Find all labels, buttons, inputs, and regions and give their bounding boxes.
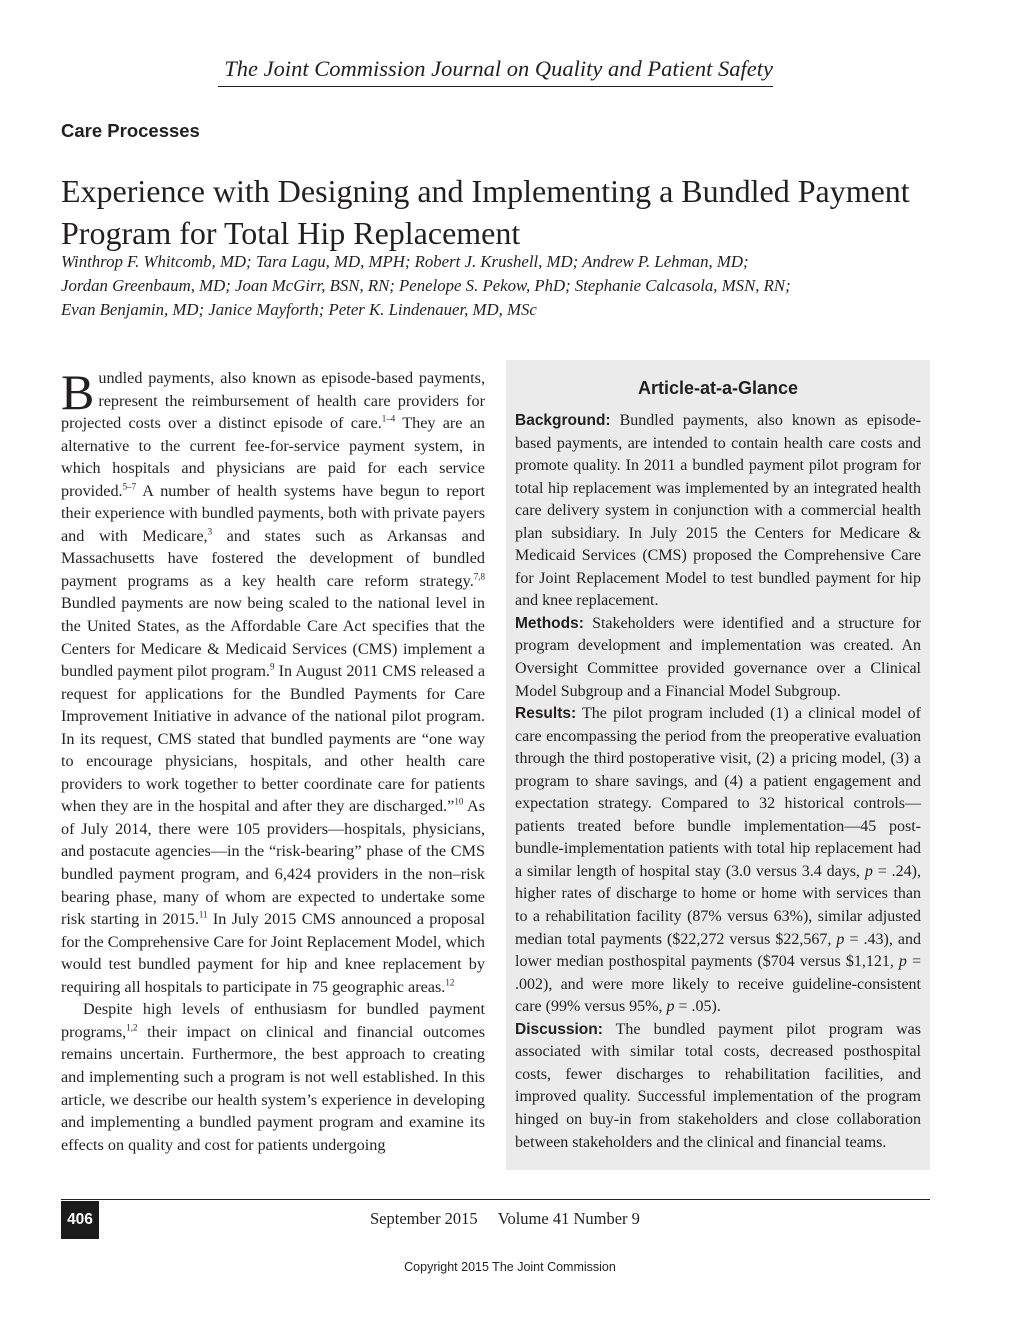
p-value-symbol: p [898, 953, 907, 971]
author-line: Winthrop F. Whitcomb, MD; Tara Lagu, MD, MPH; Robert J. Krushell, MD; Andrew P. Lehman, MD; [61, 252, 749, 271]
body-text: In July 2015 CMS announced a proposal for the Comprehensive Care for Joint Replacement Model, which would test bundled payment for hip and knee replacement by requiring all hospitals to participate in 75 geographic areas. [61, 910, 485, 996]
body-text: They are an alternative to the current fee-for-service payment system, in which hospitals and physicians are paid for each service provided. [61, 414, 485, 500]
body-text: A number of health systems have begun to report their experience with bundled payments, both with private payers and with Medicare, [61, 481, 485, 545]
body-text: undled payments, also known as episode-based payments, represent the reimbursement of health care providers for projected costs over a distinct episode of care. [61, 369, 485, 433]
drop-cap: B [61, 364, 95, 420]
body-text: As of July 2014, there were 105 providers—hospitals, physicians, and postacute agencies—in the “risk-bearing” phase of the CMS bundled payment program, and 6,424 providers in the non–risk bearing phase, many of whom are expected to undertake some risk starting in 2015. [61, 797, 485, 929]
body-paragraph [61, 998, 485, 1156]
results-text: The pilot program included (1) a clinical model of care encompassing the period from the preoperative evaluation through the third postoperative visit, (2) a pricing model, (3) a program to share savings, and (4) a patient engagement and expectation strategy. Compared to 32 historical controls—patients treated before bundle implementation—45 post-bundle-implementation patients with total hip replacement had a similar length of hospital stay (3.0 versus 3.4 days, [515, 705, 921, 880]
citation-ref: 11 [198, 909, 208, 920]
citation-ref: 1,2 [126, 1022, 138, 1033]
author-list [61, 250, 961, 321]
results-text: = .05). [674, 998, 721, 1016]
citation-ref: 1–4 [381, 413, 396, 424]
background-label: Background: [515, 412, 611, 429]
citation-ref: 5–7 [122, 481, 137, 492]
header-rule [218, 86, 773, 87]
issue-info [370, 1208, 640, 1230]
body-paragraph [61, 364, 485, 998]
author-line: Evan Benjamin, MD; Janice Mayforth; Peter K. Lindenauer, MD, MSc [61, 299, 537, 319]
p-value-symbol: p [836, 930, 845, 948]
body-text: Despite high levels of enthusiasm for bundled payment programs, [61, 1000, 485, 1041]
citation-ref: 10 [454, 797, 464, 807]
methods-text: Stakeholders were identified and a structure for program development and implementation was created. An Oversight Committee provided governance over a Clinical Model Subgroup and a Financial Model Subgroup. [515, 614, 921, 700]
section-label: Care Processes [61, 120, 200, 141]
main-text-column [61, 364, 485, 1156]
body-text: and states such as Arkansas and Massachusetts have fostered the development of bundled payment programs as a key health care reform strategy. [61, 526, 485, 590]
glance-title: Article-at-a-Glance [637, 378, 799, 398]
body-text: In August 2011 CMS released a request for applications for the Bundled Payments for Care Improvement Initiative in advance of the national pilot program. In its request, CMS stated that bundled payments are “one way to encourage physicians, hospitals, and other health care providers to work together to better coordinate care for patients when they are in the hospital and after they are discharged.” [61, 662, 485, 816]
results-label: Results: [515, 705, 577, 723]
citation-ref: 9 [269, 661, 275, 672]
issue-volume-number: Volume 41 Number 9 [497, 1209, 640, 1228]
copyright-notice: Copyright 2015 The Joint Commission [404, 1260, 616, 1274]
citation-ref: 12 [445, 977, 455, 988]
page-number: 406 [61, 1201, 99, 1239]
citation-ref: 7,8 [473, 571, 485, 582]
article-title: Experience with Designing and Implementing a Bundled Payment Program for Total Hip Replacement [61, 173, 910, 251]
body-text: their impact on clinical and financial outcomes remains uncertain. Furthermore, the best approach to creating and implementing such a program is not well established. In this article, we describe our health system’s experience in developing and implementing a bundled payment program and examine its effects on quality and cost for patients undergoing [61, 1022, 485, 1154]
glance-results [515, 703, 921, 1019]
issue-date: September 2015 [370, 1209, 478, 1228]
p-value-symbol: p [864, 862, 873, 880]
results-text: = .002), and were more likely to receive guideline-consistent care (99% versus 95%, [515, 953, 922, 1016]
results-text: = .24), higher rates of discharge to home or home with services than to a rehabilitation facility (87% versus 63%), similar adjusted median total payments ($22,272 versus $22,567, [515, 862, 921, 948]
discussion-label: Discussion: [515, 1020, 603, 1038]
glance-abstract [515, 410, 921, 1154]
results-text: = .43), and lower median posthospital payments ($704 versus $1,121, [515, 930, 922, 971]
background-text: Bundled payments, also known as episode-based payments, are intended to contain health care costs and promote quality. In 2011 a bundled payment pilot program for total hip replacement was implemented by an integrated health care delivery system in conjunction with a commercial health plan subsidiary. In July 2015 the Centers for Medicare & Medicaid Services (CMS) proposed the Comprehensive Care for Joint Replacement Model to test bundled payment for hip and knee replacement. [515, 412, 921, 610]
discussion-text: The bundled payment pilot program was associated with similar total costs, decreased posthospital costs, fewer discharges to rehabilitation facilities, and improved quality. Successful implementation of the program hinged on buy-in from stakeholders and close collaboration between stakeholders and the clinical and financial teams. [515, 1020, 921, 1151]
glance-background [515, 410, 921, 613]
methods-label: Methods: [515, 614, 584, 632]
author-line: Jordan Greenbaum, MD; Joan McGirr, BSN, RN; Penelope S. Pekow, PhD; Stephanie Calcasola, MSN, RN; [61, 275, 791, 295]
glance-methods [515, 613, 921, 703]
glance-discussion [515, 1019, 921, 1154]
journal-title-header: The Joint Commission Journal on Quality and Patient Safety [224, 56, 773, 81]
footer-rule [61, 1199, 930, 1200]
p-value-symbol: p [666, 998, 675, 1016]
citation-ref: 3 [207, 526, 213, 537]
body-text: Bundled payments are now being scaled to the national level in the United States, as the Affordable Care Act specifies that the Centers for Medicare & Medicaid Services (CMS) implement a bundled payment pilot program. [61, 594, 485, 681]
